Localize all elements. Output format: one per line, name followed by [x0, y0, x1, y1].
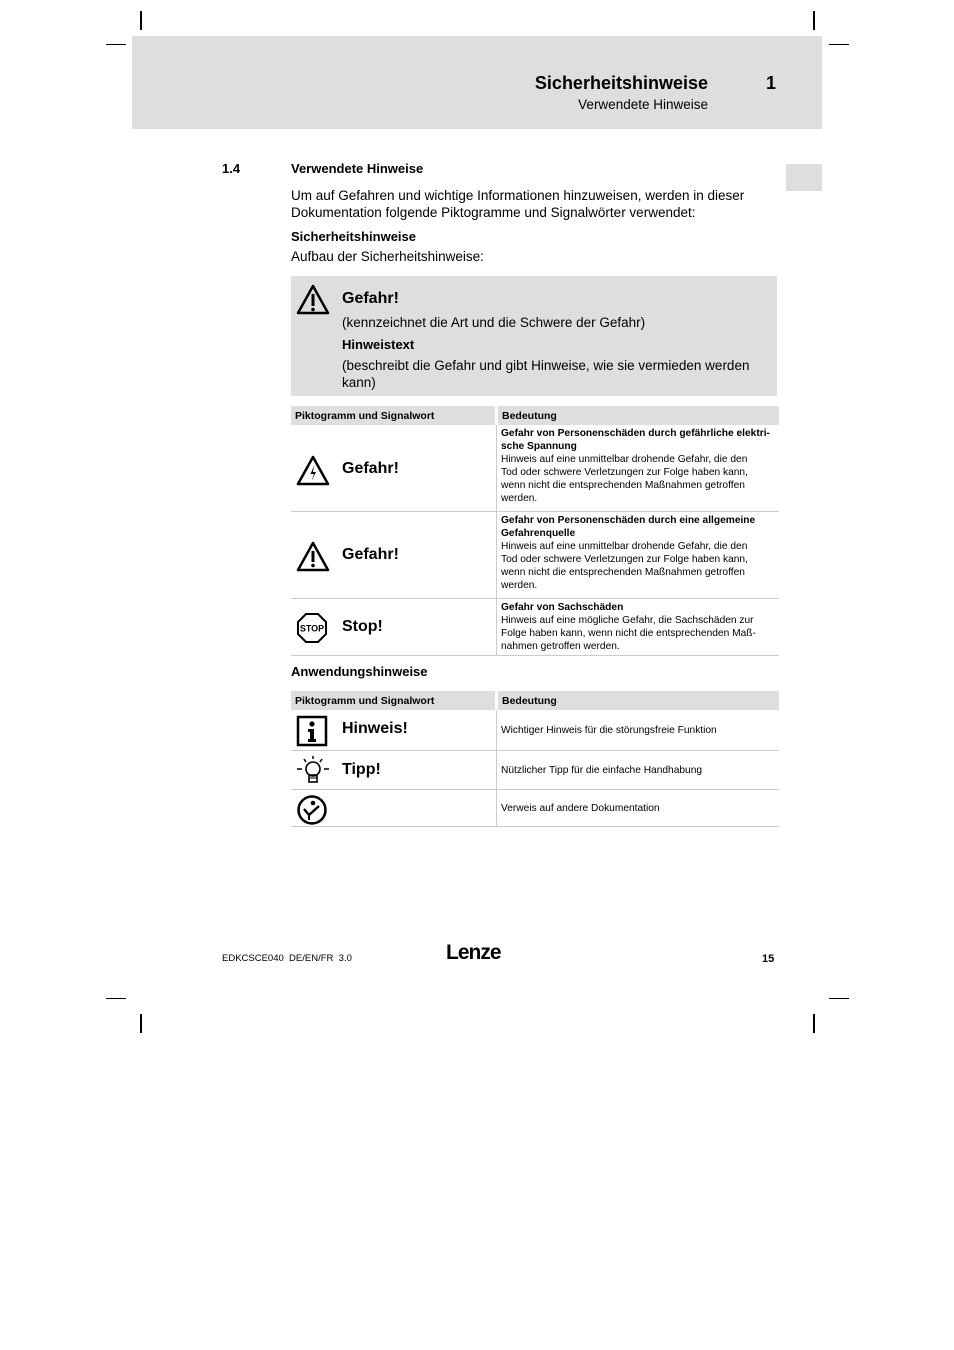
warning-box — [291, 276, 777, 396]
meaning-title: Gefahr von Sachschäden — [501, 602, 624, 613]
application-table — [291, 691, 779, 827]
meaning-cell — [497, 599, 780, 656]
meaning-text: Hinweis auf eine unmittelbar drohende Gefahr, die den — [501, 454, 748, 465]
table-row — [291, 710, 779, 751]
chapter-tab — [786, 164, 822, 191]
reference-icon — [296, 794, 328, 826]
chapter-subtitle: Verwendete Hinweise — [578, 97, 708, 112]
meaning-title: Gefahrenquelle — [501, 528, 576, 539]
crop-mark — [106, 44, 126, 45]
meaning-text: nahmen getroffen werden. — [501, 641, 620, 652]
safety-subheading: Aufbau der Sicherheitshinweise: — [291, 249, 484, 264]
meaning-text: Tod oder schwere Verletzungen zur Folge haben kann, — [501, 467, 748, 478]
meaning-text: Folge haben kann, wenn nicht die entsprechenden Maß- — [501, 628, 756, 639]
lightbulb-icon — [296, 756, 330, 788]
crop-mark — [106, 998, 126, 999]
warning-description-line: (beschreibt die Gefahr und gibt Hinweise, wie sie vermieden werden — [342, 358, 750, 373]
crop-mark — [829, 44, 849, 45]
meaning-cell: Nützlicher Tipp für die einfache Handhabung — [497, 751, 780, 790]
signal-word: Gefahr! — [342, 546, 399, 563]
intro-line: Dokumentation folgende Piktogramme und Signalwörter verwendet: — [291, 204, 696, 220]
signal-word: Gefahr! — [342, 460, 399, 477]
column-header: Piktogramm und Signalwort — [291, 691, 497, 710]
info-icon — [296, 715, 328, 747]
stop-icon — [296, 612, 328, 644]
table-header-row — [291, 406, 779, 425]
intro-paragraph — [291, 188, 744, 221]
meaning-text: Hinweis auf eine unmittelbar drohende Gefahr, die den — [501, 541, 748, 552]
signal-word: Stop! — [342, 618, 383, 635]
chapter-title: Sicherheitshinweise — [534, 73, 708, 93]
section-title: Verwendete Hinweise — [291, 161, 424, 176]
warning-description — [342, 358, 772, 391]
lenze-logo: Lenze — [446, 941, 501, 964]
signal-word: Hinweis! — [342, 720, 408, 737]
signal-word: Tipp! — [342, 761, 381, 778]
header-band — [132, 36, 822, 129]
safety-heading: Sicherheitshinweise — [291, 229, 416, 244]
warning-description-line: kann) — [342, 374, 376, 390]
stop-sign-text: STOP — [299, 623, 325, 634]
meaning-cell: Verweis auf andere Dokumentation — [497, 790, 780, 827]
warning-signal-word: Gefahr! — [342, 290, 399, 307]
warning-type-text: (kennzeichnet die Art und die Schwere der Gefahr) — [342, 315, 646, 330]
meaning-text: Tod oder schwere Verletzungen zur Folge haben kann, — [501, 554, 748, 565]
crop-mark — [813, 11, 815, 30]
crop-mark — [140, 1014, 142, 1033]
section-number: 1.4 — [222, 161, 241, 176]
meaning-title: sche Spannung — [501, 441, 577, 452]
electric-hazard-icon — [296, 455, 330, 486]
meaning-text: werden. — [501, 493, 538, 504]
page-number: 15 — [762, 953, 775, 965]
meaning-cell — [497, 512, 780, 599]
table-row — [291, 751, 779, 790]
intro-line: Um auf Gefahren und wichtige Informationen hinzuweisen, werden in dieser — [291, 188, 745, 203]
meaning-text: Hinweis auf eine mögliche Gefahr, die Sachschäden zur — [501, 615, 754, 626]
document-code: EDKCSCE040 DE/EN/FR 3.0 — [222, 953, 352, 964]
crop-mark — [140, 11, 142, 30]
meaning-title: Gefahr von Personenschäden durch eine allgemeine — [501, 515, 756, 526]
table-row — [291, 790, 779, 827]
meaning-text: wenn nicht die entsprechenden Maßnahmen getroffen — [501, 480, 745, 491]
column-header: Piktogramm und Signalwort — [291, 406, 497, 425]
column-header: Bedeutung — [497, 691, 780, 710]
table-row — [291, 512, 779, 599]
crop-mark — [813, 1014, 815, 1033]
meaning-text: werden. — [501, 580, 538, 591]
application-heading: Anwendungshinweise — [291, 664, 428, 679]
chapter-number: 1 — [766, 73, 777, 93]
general-hazard-icon — [296, 541, 330, 572]
warning-triangle-icon — [296, 284, 330, 316]
table-header-row — [291, 691, 779, 710]
warning-label: Hinweistext — [342, 337, 415, 352]
column-header: Bedeutung — [497, 406, 780, 425]
crop-mark — [829, 998, 849, 999]
table-row — [291, 425, 779, 512]
meaning-text: wenn nicht die entsprechenden Maßnahmen getroffen — [501, 567, 745, 578]
meaning-title: Gefahr von Personenschäden durch gefährliche elektri- — [501, 428, 770, 439]
meaning-cell — [497, 425, 780, 512]
table-row — [291, 599, 779, 656]
meaning-cell: Wichtiger Hinweis für die störungsfreie Funktion — [497, 710, 780, 751]
signal-word-table — [291, 406, 779, 656]
